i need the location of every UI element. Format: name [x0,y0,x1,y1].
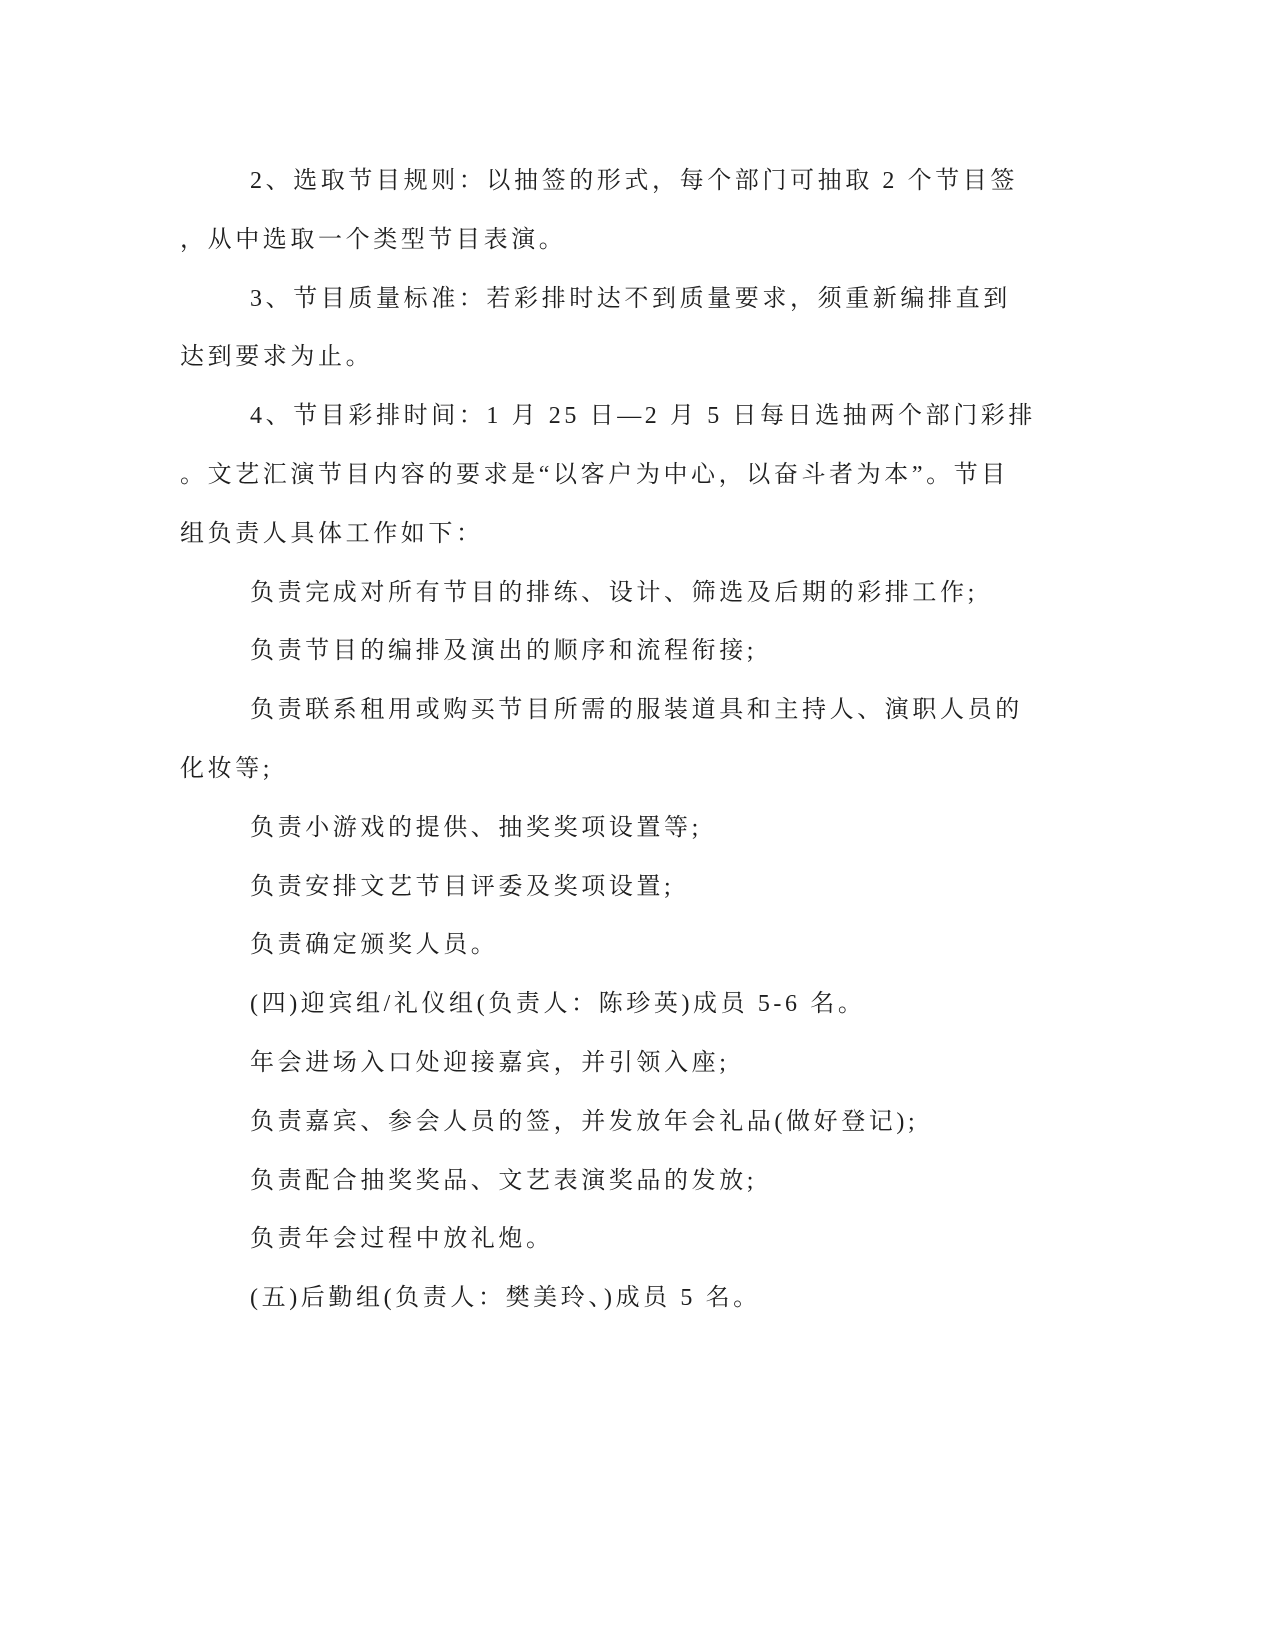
text-line-duty: 年会进场入口处迎接嘉宾，并引领入座; [250,1049,730,1076]
text-line-duty: 负责安排文艺节目评委及奖项设置; [250,873,675,900]
text-line-duty: 负责年会过程中放礼炮。 [250,1226,554,1253]
text-line-duty: 负责嘉宾、参会人员的签，并发放年会礼品(做好登记); [250,1108,919,1135]
section-heading-logistics-group: (五)后勤组(负责人：樊美玲、)成员 5 名。 [250,1285,761,1312]
text-line-program-selection-rule: 2、选取节目规则：以抽签的形式，每个部门可抽取 2 个节目签 [250,168,1018,194]
text-line: 化妆等; [180,755,274,782]
text-line-duty: 负责联系租用或购买节目所需的服装道具和主持人、演职人员的 [250,697,1023,724]
section-heading-reception-group: (四)迎宾组/礼仪组(负责人：陈珍英)成员 5-6 名。 [250,991,866,1018]
text-line-duty: 负责配合抽奖奖品、文艺表演奖品的发放; [250,1167,758,1194]
text-line: 。文艺汇演节目内容的要求是“以客户为中心，以奋斗者为本”。节目 [180,461,1009,488]
text-line-rehearsal-time: 4、节目彩排时间：1 月 25 日—2 月 5 日每日选抽两个部门彩排 [250,403,1036,430]
text-line-duty: 负责节目的编排及演出的顺序和流程衔接; [250,638,758,665]
text-line: ，从中选取一个类型节目表演。 [180,226,567,253]
text-line-program-quality-standard: 3、节目质量标准：若彩排时达不到质量要求，须重新编排直到 [250,285,1011,312]
text-line-duty: 负责小游戏的提供、抽奖奖项设置等; [250,814,702,841]
text-line-duty: 负责确定颁奖人员。 [250,932,499,959]
text-line: 达到要求为止。 [180,344,374,371]
text-line-duty: 负责完成对所有节目的排练、设计、筛选及后期的彩排工作; [250,579,978,606]
text-line: 组负责人具体工作如下： [180,520,484,547]
